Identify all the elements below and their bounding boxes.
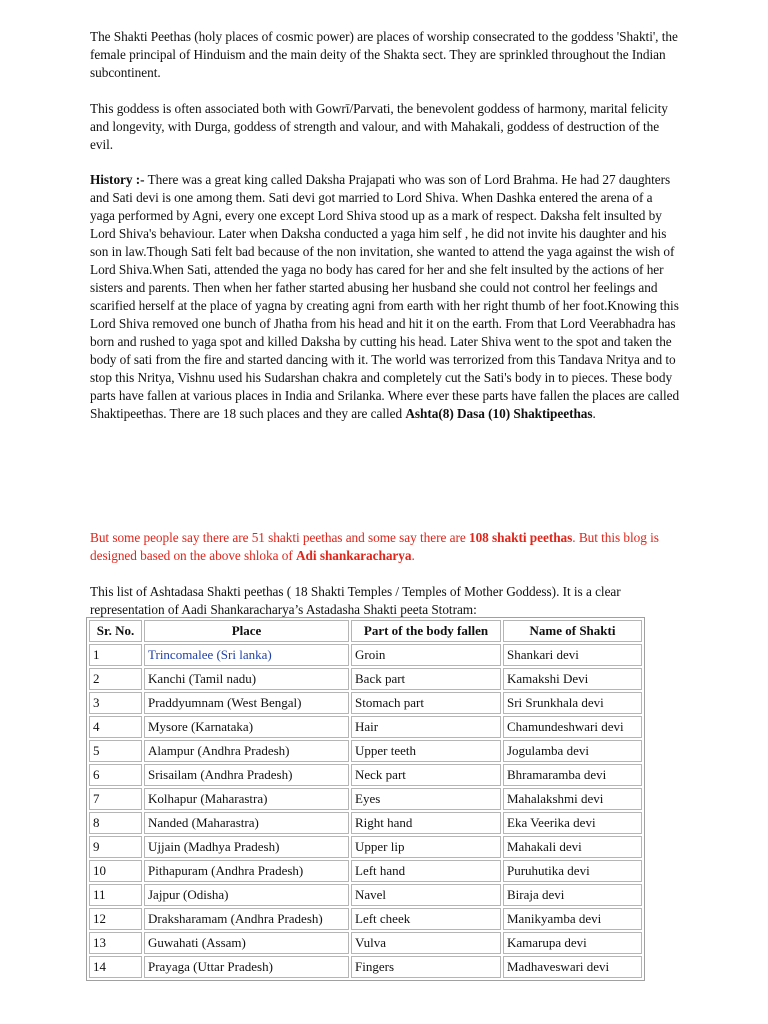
history-label: History :- (90, 172, 145, 187)
cell-sr-no: 7 (89, 788, 142, 810)
cell-body-part: Right hand (351, 812, 501, 834)
note-paragraph (90, 529, 680, 565)
table-body (89, 644, 642, 978)
cell-sr-no: 8 (89, 812, 142, 834)
table-header-row (89, 620, 642, 642)
cell-body-part: Stomach part (351, 692, 501, 714)
cell-sr-no: 4 (89, 716, 142, 738)
cell-shakti-name: Puruhutika devi (503, 860, 642, 882)
table-row (89, 668, 642, 690)
cell-shakti-name: Biraja devi (503, 884, 642, 906)
note-bold-108: 108 shakti peethas (468, 530, 573, 545)
note-part1: But some people say there are 51 shakti peethas and some say there are (90, 530, 469, 545)
history-emphasis: Ashta(8) Dasa (10) Shaktipeethas (405, 406, 593, 421)
cell-body-part: Upper teeth (351, 740, 501, 762)
cell-sr-no: 1 (89, 644, 142, 666)
cell-sr-no: 11 (89, 884, 142, 906)
table-row (89, 716, 642, 738)
table-row (89, 836, 642, 858)
cell-shakti-name: Sri Srunkhala devi (503, 692, 642, 714)
cell-sr-no: 9 (89, 836, 142, 858)
table-row (89, 692, 642, 714)
history-end: . (592, 406, 596, 421)
associations-paragraph: This goddess is often associated both with Gowrī/Parvati, the benevolent goddess of harmony, marital felicity and longevity, with Durga, goddess of strength and valour, and with Mahakali, goddess of destruction of the evil. (90, 101, 668, 152)
cell-sr-no: 14 (89, 956, 142, 978)
cell-body-part: Groin (351, 644, 501, 666)
cell-shakti-name: Eka Veerika devi (503, 812, 642, 834)
list-intro-paragraph: This list of Ashtadasa Shakti peethas ( 18 Shakti Temples / Temples of Mother Goddess). It is a clear representation of Aadi Shankaracharya’s Astadasha Shakti peeta Stotram: (90, 584, 621, 617)
cell-body-part: Vulva (351, 932, 501, 954)
table-row (89, 740, 642, 762)
cell-body-part: Upper lip (351, 836, 501, 858)
header-body-part: Part of the body fallen (351, 620, 501, 642)
cell-place: Mysore (Karnataka) (144, 716, 349, 738)
cell-place: Jajpur (Odisha) (144, 884, 349, 906)
history-body: There was a great king called Daksha Prajapati who was son of Lord Brahma. He had 27 daughters and Sati devi is one among them. Sati devi got married to Lord Shiva. When Dashka entered the arena of a yaga performed by Agni, every one except Lord Shiva stood up as a mark of respect. Daksha felt insulted by Lord Shiva's behaviour. Later when Daksha conducted a yaga him self , he did not invite his daughter and his son in law.Though Sati felt bad because of the non invitation, she wanted to attend the yaga against the wish of Lord Shiva.When Sati, attended the yaga no body has cared for her and she felt insulted by the actions of her sisters and parents. Then when her father started abusing her husband she could not control her feelings and scarified herself at the place of yagna by creating agni from earth with her right thumb of her foot.Knowing this Lord Shiva removed one bunch of Jhatha from his head and hit it on the earth. From that Lord Veerabhadra has born and rushed to yaga spot and killed Daksha by cutting his head. Later Shiva went to the spot and taken the body of sati from the fire and started dancing with it. The world was terrorized from this Tandava Nritya and to stop this Nritya, Vishnu used his Sudarshan chakra and completely cut the Sati's body in to pieces. These body parts have fallen at various places in India and Srilanka. Where ever these parts have fallen the places are called Shaktipeethas. There are 18 such places and they are called (90, 172, 680, 421)
place-link-trincomalee[interactable]: Trincomalee (Sri lanka) (144, 644, 349, 666)
cell-body-part: Left hand (351, 860, 501, 882)
intro-paragraph: The Shakti Peethas (holy places of cosmic power) are places of worship consecrated to the goddess 'Shakti', the female principal of Hinduism and the main deity of the Shakta sect. They are sprinkled throughout the Indian subcontinent. (90, 29, 678, 80)
cell-sr-no: 12 (89, 908, 142, 930)
cell-place: Pithapuram (Andhra Pradesh) (144, 860, 349, 882)
cell-place: Kolhapur (Maharastra) (144, 788, 349, 810)
cell-body-part: Back part (351, 668, 501, 690)
cell-shakti-name: Mahakali devi (503, 836, 642, 858)
cell-shakti-name: Kamakshi Devi (503, 668, 642, 690)
table-row (89, 932, 642, 954)
cell-place: Ujjain (Madhya Pradesh) (144, 836, 349, 858)
cell-body-part: Fingers (351, 956, 501, 978)
header-place: Place (144, 620, 349, 642)
cell-place: Prayaga (Uttar Pradesh) (144, 956, 349, 978)
note-part3: . (411, 548, 415, 563)
cell-shakti-name: Madhaveswari devi (503, 956, 642, 978)
cell-place: Alampur (Andhra Pradesh) (144, 740, 349, 762)
shakti-peethas-table (86, 617, 645, 981)
table-row (89, 956, 642, 978)
table-row (89, 788, 642, 810)
cell-shakti-name: Jogulamba devi (503, 740, 642, 762)
cell-body-part: Eyes (351, 788, 501, 810)
note-bold-shankaracharya: Adi shankaracharya (296, 548, 412, 563)
history-paragraph (90, 171, 680, 423)
cell-body-part: Neck part (351, 764, 501, 786)
table-row (89, 860, 642, 882)
cell-place: Nanded (Maharastra) (144, 812, 349, 834)
cell-sr-no: 3 (89, 692, 142, 714)
cell-place: Guwahati (Assam) (144, 932, 349, 954)
cell-shakti-name: Shankari devi (503, 644, 642, 666)
cell-sr-no: 13 (89, 932, 142, 954)
cell-shakti-name: Kamarupa devi (503, 932, 642, 954)
cell-place: Kanchi (Tamil nadu) (144, 668, 349, 690)
cell-shakti-name: Mahalakshmi devi (503, 788, 642, 810)
table-row (89, 908, 642, 930)
cell-sr-no: 10 (89, 860, 142, 882)
cell-body-part: Hair (351, 716, 501, 738)
cell-sr-no: 5 (89, 740, 142, 762)
cell-sr-no: 2 (89, 668, 142, 690)
cell-place: Draksharamam (Andhra Pradesh) (144, 908, 349, 930)
cell-shakti-name: Chamundeshwari devi (503, 716, 642, 738)
header-shakti-name: Name of Shakti (503, 620, 642, 642)
cell-sr-no: 6 (89, 764, 142, 786)
cell-shakti-name: Bhramaramba devi (503, 764, 642, 786)
cell-place: Praddyumnam (West Bengal) (144, 692, 349, 714)
cell-place: Srisailam (Andhra Pradesh) (144, 764, 349, 786)
cell-body-part: Left cheek (351, 908, 501, 930)
cell-body-part: Navel (351, 884, 501, 906)
table-row (89, 884, 642, 906)
cell-shakti-name: Manikyamba devi (503, 908, 642, 930)
table-row (89, 644, 642, 666)
table-row (89, 812, 642, 834)
note-part2: . But this blog is designed based on the above shloka of (90, 530, 659, 563)
table-row (89, 764, 642, 786)
header-sr-no: Sr. No. (89, 620, 142, 642)
